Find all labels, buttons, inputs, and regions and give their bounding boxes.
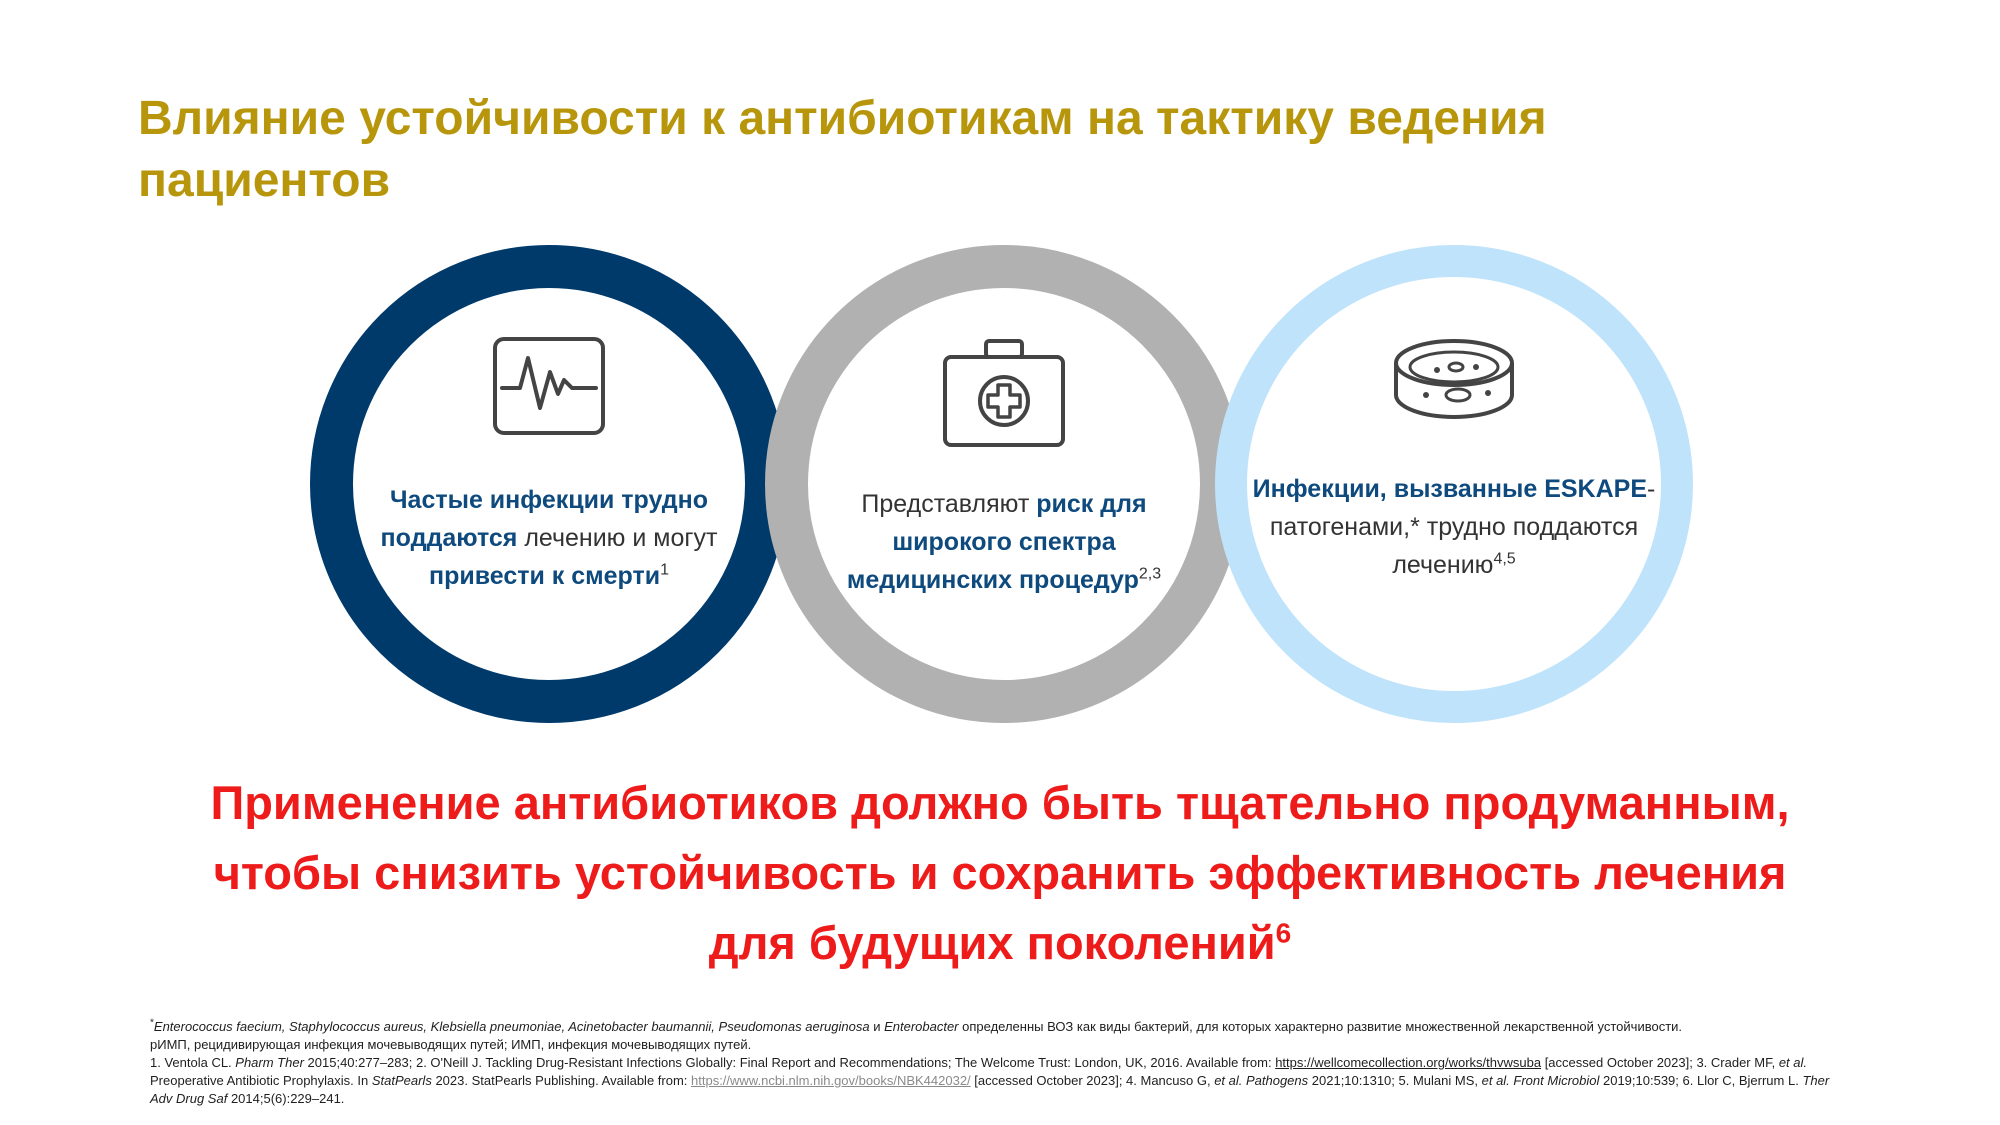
reference-link-ncbi[interactable]: https://www.ncbi.nlm.nih.gov/books/NBK442032/ (691, 1073, 971, 1088)
circle-eskape (1215, 245, 1693, 723)
reference-link-wellcome[interactable]: https://wellcomecollection.org/works/thvwsuba (1275, 1055, 1542, 1070)
circle-mortality (310, 245, 788, 723)
conclusion-statement: Применение антибиотиков должно быть тщательно продуманным, чтобы снизить устойчивость и сохранить эффективность лечения для будущих поколений$^6$ (210, 776, 1790, 969)
circle-procedures (765, 245, 1243, 723)
footnote-species: *Enterococcus faecium, Staphylococcus aureus, Klebsiella pneumoniae, Acinetobacter baumannii, Pseudomonas aeruginosa и Enterobacter определенны ВОЗ как виды бактерий, для которых характерно развитие множественной лекарственной устойчивости. (150, 1017, 1683, 1034)
footnotes (150, 1018, 1830, 1108)
circle-1-text: Частые инфекции трудно поддаются лечению и могут привести к смерти$^1$ (380, 486, 718, 590)
circle-3-text: Инфекции, вызванные ESKAPE-патогенами,* трудно поддаются лечению$^{4,5}$ (1252, 475, 1656, 579)
petri-dish-icon (1392, 337, 1516, 428)
footnote-abbreviations: рИМП, рецидивирующая инфекция мочевыводящих путей; ИМП, инфекция мочевыводящих путей. (150, 1037, 752, 1052)
circle-2-text: Представляют риск для широкого спектра медицинских процедур$^{2,3}$ (846, 490, 1162, 594)
page-title: Влияние устойчивости к антибиотикам на тактику ведения пациентов (138, 92, 1547, 207)
footnote-references: 1. Ventola CL. Pharm Ther 2015;40:277–283; 2. O'Neill J. Tackling Drug-Resistant Infections Globally: Final Report and Recommendations; The Welcome Trust: London, UK, 2016. Available from: https://wellcomecollection.org/works/thvwsuba [accessed October 2023]; 3. Crader MF, et al. Preoperative Antibiotic Prophylaxis. In StatPearls 2023. StatPearls Publishing. Available from: https://www.ncbi.nlm.nih.gov/books/NBK442032/ [accessed October 2023]; 4. Mancuso G, et al. Pathogens 2021;10:1310; 5. Mulani MS, et al. Front Microbiol 2019;10:539; 6. Llor C, Bjerrum L. Ther Adv Drug Saf 2014;5(6):229–241. (150, 1055, 1830, 1106)
heart-monitor-icon (492, 336, 606, 441)
first-aid-kit-icon (942, 338, 1066, 453)
